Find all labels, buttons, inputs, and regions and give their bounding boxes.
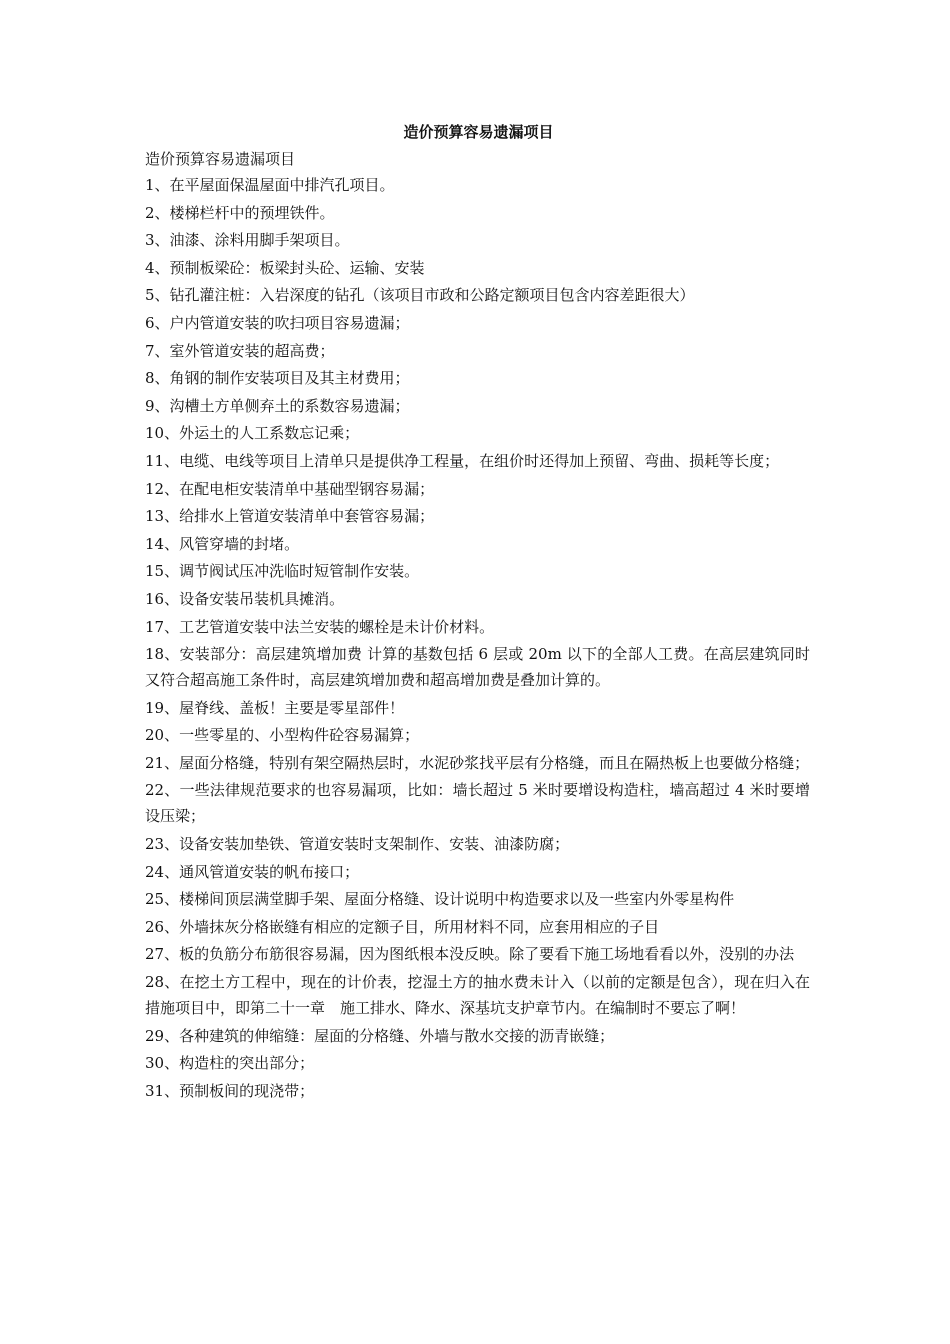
list-item: 23、设备安装加垫铁、管道安装时支架制作、安装、油漆防腐； [145, 835, 570, 854]
list-item: 27、板的负筋分布筋很容易漏，因为图纸根本没反映。除了要看下施工场地看看以外，没别的办法 [145, 945, 795, 964]
list-item: 17、工艺管道安装中法兰安装的螺栓是未计价材料。 [145, 617, 495, 636]
list-item: 21、屋面分格缝，特别有架空隔热层时，水泥砂浆找平层有分格缝，而且在隔热板上也要做分格缝； [145, 753, 810, 772]
list-item: 5、钻孔灌注桩：入岩深度的钻孔（该项目市政和公路定额项目包含内容差距很大） [145, 286, 695, 305]
list-item: 10、外运土的人工系数忘记乘； [145, 424, 360, 443]
list-item: 22、一些法律规范要求的也容易漏项，比如：墙长超过 5 米时要增设构造柱，墙高超过 4 米时要增设压梁； [145, 781, 810, 826]
list-item: 19、屋脊线、盖板！主要是零星部件！ [145, 698, 405, 717]
list-item: 7、室外管道安装的超高费； [145, 341, 335, 360]
document-subtitle: 造价预算容易遗漏项目 [145, 150, 296, 168]
list-item: 11、电缆、电线等项目上清单只是提供净工程量，在组价时还得加上预留、弯曲、损耗等长度； [145, 451, 780, 470]
list-item: 24、通风管道安装的帆布接口； [145, 862, 360, 881]
list-item: 4、预制板梁砼：板梁封头砼、运输、安装 [145, 258, 425, 277]
item-list [145, 172, 810, 1104]
document-page [145, 120, 810, 1105]
list-item: 15、调节阀试压冲洗临时短管制作安装。 [145, 562, 420, 581]
list-item: 28、在挖土方工程中，现在的计价表，挖湿土方的抽水费未计入（以前的定额是包含），现在归入在措施项目中，即第二十一章 施工排水、降水、深基坑支护章节内。在编制时不要忘了啊！ [145, 973, 810, 1018]
list-item: 18、安装部分：高层建筑增加费 计算的基数包括 6 层或 20m 以下的全部人工费。在高层建筑同时又符合超高施工条件时，高层建筑增加费和超高增加费是叠加计算的。 [145, 645, 810, 690]
list-item: 9、沟槽土方单侧弃土的系数容易遗漏； [145, 396, 410, 415]
list-item: 12、在配电柜安装清单中基础型钢容易漏； [145, 479, 435, 498]
list-item: 31、预制板间的现浇带； [145, 1081, 315, 1100]
list-item: 2、楼梯栏杆中的预埋铁件。 [145, 203, 335, 222]
list-item: 6、户内管道安装的吹扫项目容易遗漏； [145, 313, 410, 332]
document-title: 造价预算容易遗漏项目 [403, 123, 554, 141]
list-item: 16、设备安装吊装机具摊消。 [145, 589, 345, 608]
list-item: 20、一些零星的、小型构件砼容易漏算； [145, 726, 420, 745]
list-item: 30、构造柱的突出部分； [145, 1054, 315, 1073]
list-item: 29、各种建筑的伸缩缝：屋面的分格缝、外墙与散水交接的沥青嵌缝； [145, 1026, 615, 1045]
list-item: 3、油漆、涂料用脚手架项目。 [145, 231, 350, 250]
list-item: 1、在平屋面保温屋面中排汽孔项目。 [145, 176, 395, 194]
list-item: 25、楼梯间顶层满堂脚手架、屋面分格缝、设计说明中构造要求以及一些室内外零星构件 [145, 890, 735, 909]
list-item: 14、风管穿墙的封堵。 [145, 534, 300, 553]
list-item: 8、角钢的制作安装项目及其主材费用； [145, 369, 410, 388]
list-item: 26、外墙抹灰分格嵌缝有相应的定额子目，所用材料不同，应套用相应的子目 [145, 917, 660, 936]
list-item: 13、给排水上管道安装清单中套管容易漏； [145, 507, 435, 526]
